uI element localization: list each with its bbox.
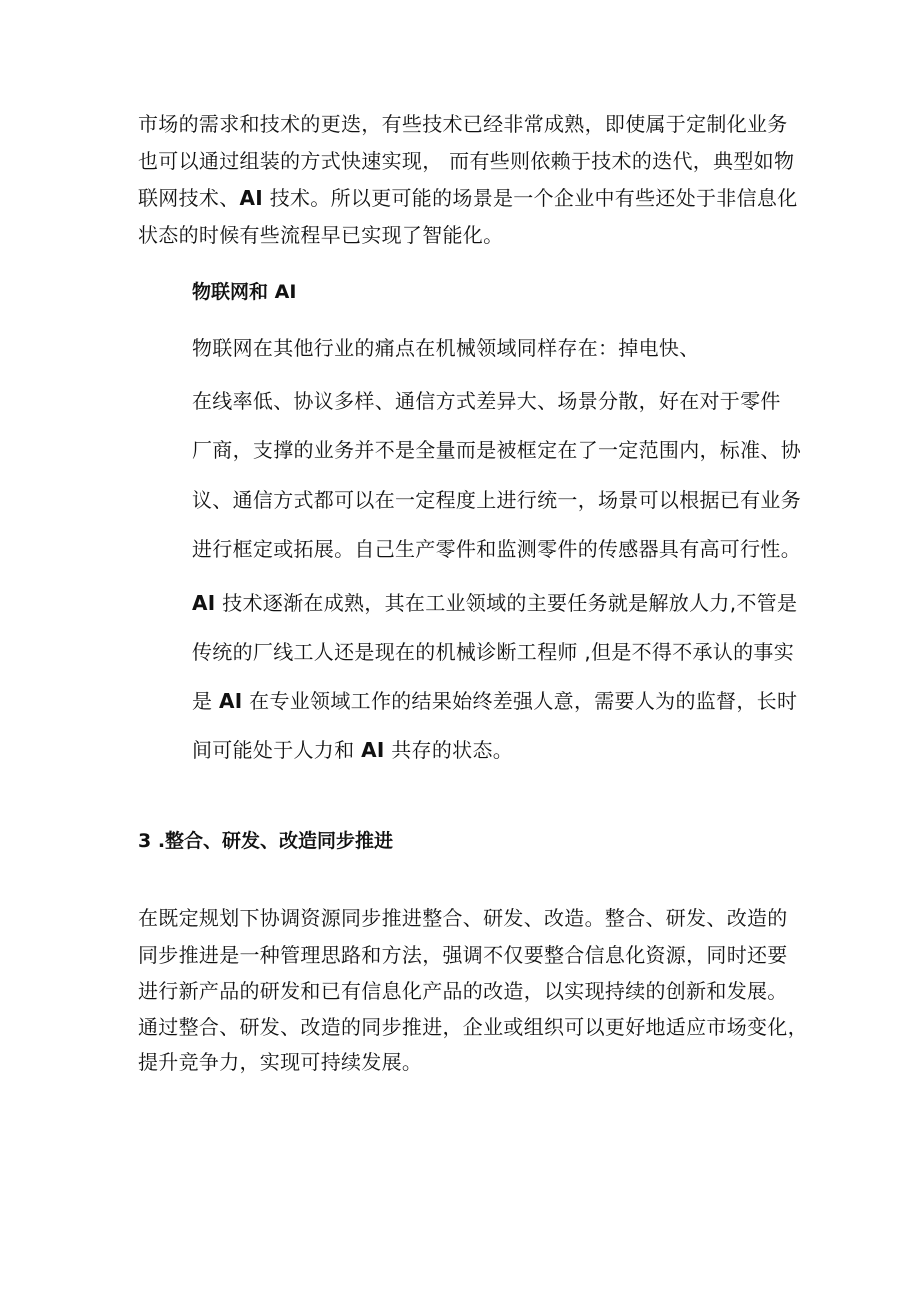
ai-para-line-3-text-b: 在专业领域工作的结果始终差强人意，需要人为的监督，长时 (242, 689, 798, 713)
ai-para-line-4-text-a: 间可能处于人力和 (192, 738, 362, 762)
ai-para-line-4-text-b: 共存的状态。 (384, 738, 514, 762)
iot-para-line-5: 进行框定或拓展。自己生产零件和监测零件的传感器具有高可行性。 (192, 537, 801, 561)
section-3-line-1: 在既定规划下协调资源同步推进整合、研发、改造。整合、研发、改造的 (138, 906, 788, 930)
ai-para-line-1-ai: AI (192, 591, 216, 615)
ai-para-line-1 (192, 589, 797, 617)
ai-para-line-4 (192, 736, 513, 764)
intro-line-3-text-b: 技术。所以更可能的场景是一个企业中有些还处于非信息化 (263, 186, 798, 210)
section-3-line-4: 通过整合、研发、改造的同步推进，企业或组织可以更好地适应市场变化， (138, 1015, 808, 1039)
iot-para-line-1: 物联网在其他行业的痛点在机械领域同样存在：掉电快、 (192, 336, 700, 360)
section-3-line-3: 进行新产品的研发和已有信息化产品的改造，以实现持续的创新和发展。 (138, 979, 788, 1003)
intro-line-3-ai: AI (239, 186, 264, 210)
ai-para-line-4-ai: AI (361, 738, 385, 762)
section-3-heading: 3 .整合、研发、改造同步推进 (138, 830, 394, 852)
ai-para-line-3-ai: AI (218, 689, 243, 713)
intro-line-3-text-a: 联网技术、 (138, 186, 240, 210)
iot-para-line-3: 厂商，支撑的业务并不是全量而是被框定在了一定范围内，标准、协 (192, 438, 801, 462)
section-3-line-5: 提升竞争力，实现可持续发展。 (138, 1050, 423, 1074)
intro-line-2: 也可以通过组装的方式快速实现， 而有些则依赖于技术的迭代，典型如物 (138, 149, 795, 173)
intro-line-3 (138, 184, 798, 212)
ai-para-line-3 (192, 687, 797, 715)
ai-para-line-3-text-a: 是 (192, 689, 219, 713)
iot-ai-heading: 物联网和 AI (192, 281, 297, 303)
intro-line-1: 市场的需求和技术的更迭，有些技术已经非常成熟，即使属于定制化业务 (138, 112, 788, 136)
section-3-line-2: 同步推进是一种管理思路和方法，强调不仅要整合信息化资源，同时还要 (138, 943, 788, 967)
iot-para-line-2: 在线率低、协议多样、通信方式差异大、场景分散，好在对于零件 (192, 389, 781, 413)
iot-para-line-4: 议、通信方式都可以在一定程度上进行统一，场景可以根据已有业务 (192, 488, 801, 512)
ai-para-line-1-text: 技术逐渐在成熟，其在工业领域的主要任务就是解放人力,不管是 (215, 591, 798, 615)
ai-para-line-2: 传统的厂线工人还是现在的机械诊断工程师 ,但是不得不承认的事实 (192, 640, 795, 664)
intro-line-4: 状态的时候有些流程早已实现了智能化。 (138, 223, 504, 247)
